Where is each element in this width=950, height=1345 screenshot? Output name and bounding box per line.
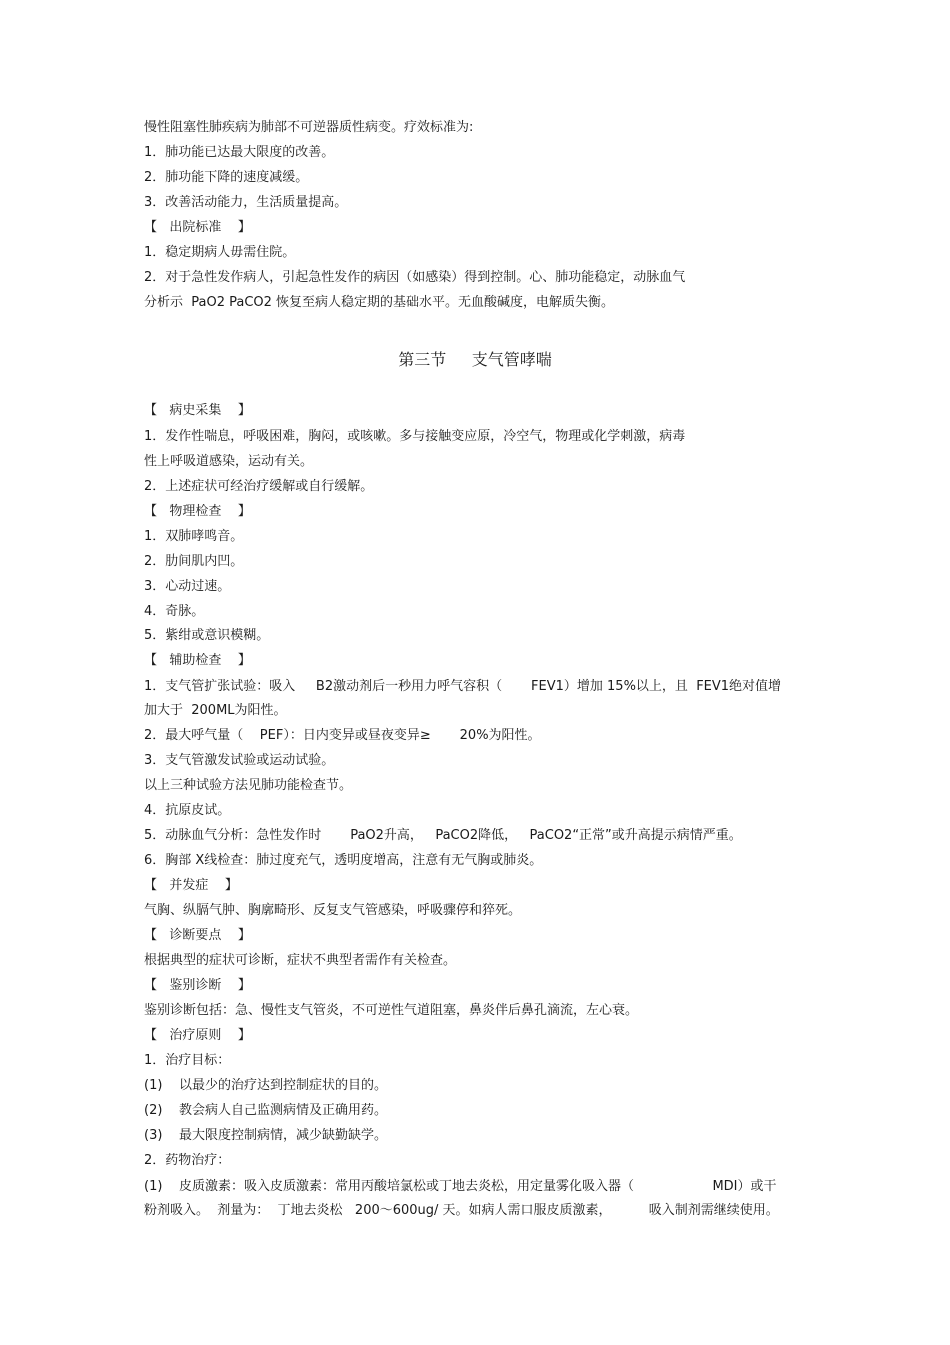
list-item: 1．治疗目标： — [144, 1053, 231, 1068]
note-line: 以上三种试验方法见肺功能检查节。 — [144, 778, 353, 793]
list-item: 1．发作性喘息，呼吸困难，胸闷，或咳嗽。多与接触变应原，冷空气，物理或化学刺激，病毒 — [144, 429, 686, 444]
list-item: 2．最大呼气量（ PEF）：日内变异或昼夜变异≥ 20%为阳性。 — [144, 728, 541, 743]
list-item: 5．紫绀或意识模糊。 — [144, 628, 270, 643]
sub-list-item: (2) 教会病人自己监测病情及正确用药。 — [144, 1103, 387, 1118]
list-item: 5．动脉血气分析：急性发作时 PaO2升高， PaCO2降低， PaCO2“正常”或升高提示病情严重。 — [144, 828, 742, 843]
section-heading-discharge: 【 出院标准 】 — [144, 220, 251, 235]
paragraph: 气胸、纵膈气肿、胸廓畸形、反复支气管感染，呼吸骤停和猝死。 — [144, 903, 522, 918]
section-title: 第三节 支气管哮喘 — [398, 350, 552, 369]
list-item: 2．对于急性发作病人，引起急性发作的病因（如感染）得到控制。心、肺功能稳定，动脉血气 — [144, 270, 686, 285]
paragraph-continuation: 性上呼吸道感染，运动有关。 — [144, 454, 314, 469]
paragraph: 根据典型的症状可诊断，症状不典型者需作有关检查。 — [144, 953, 457, 968]
list-item: 1．双肺哮鸣音。 — [144, 529, 244, 544]
paragraph-continuation: 粉剂吸入。 剂量为： 丁地去炎松 200～600ug/ 天。如病人需口服皮质激素， 吸入制剂需继续使用。 — [144, 1203, 779, 1218]
paragraph: 鉴别诊断包括：急、慢性支气管炎，不可逆性气道阻塞，鼻炎伴后鼻孔滴流，左心衰。 — [144, 1003, 639, 1018]
section-heading-complications: 【 并发症 】 — [144, 878, 238, 893]
list-item: 1．稳定期病人毋需住院。 — [144, 245, 296, 260]
list-item: 6．胸部 X线检查：肺过度充气，透明度增高，注意有无气胸或肺炎。 — [144, 853, 543, 868]
list-item: 3．心动过速。 — [144, 579, 231, 594]
list-item: 2．上述症状可经治疗缓解或自行缓解。 — [144, 479, 374, 494]
sub-list-item: (1) 以最少的治疗达到控制症状的目的。 — [144, 1078, 387, 1093]
list-item: 2．药物治疗： — [144, 1153, 231, 1168]
list-item: 1．支气管扩张试验：吸入 B2激动剂后一秒用力呼气容积（ FEV1）增加 15%以上，且 FEV1绝对值增 — [144, 679, 782, 694]
section-heading-auxiliary-exam: 【 辅助检查 】 — [144, 653, 251, 668]
section-heading-diagnosis: 【 诊断要点 】 — [144, 928, 251, 943]
sub-list-item: (1) 皮质激素：吸入皮质激素：常用丙酸培氯松或丁地去炎松，用定量雾化吸入器（ MDI）或干 — [144, 1179, 777, 1194]
list-item: 3．支气管激发试验或运动试验。 — [144, 753, 335, 768]
section-heading-differential: 【 鉴别诊断 】 — [144, 978, 251, 993]
paragraph-continuation: 加大于 200ML为阳性。 — [144, 703, 287, 718]
intro-paragraph: 慢性阻塞性肺疾病为肺部不可逆器质性病变。疗效标准为: — [144, 120, 474, 135]
list-item: 4．抗原皮试。 — [144, 803, 231, 818]
paragraph-continuation: 分析示 PaO2 PaCO2 恢复至病人稳定期的基础水平。无血酸碱度，电解质失衡。 — [144, 295, 615, 310]
section-heading-treatment: 【 治疗原则 】 — [144, 1028, 251, 1043]
list-item: 3．改善活动能力，生活质量提高。 — [144, 195, 348, 210]
list-item: 2．肺功能下降的速度减缓。 — [144, 170, 309, 185]
list-item: 4．奇脉。 — [144, 604, 205, 619]
section-heading-history: 【 病史采集 】 — [144, 403, 251, 418]
list-item: 1．肺功能已达最大限度的改善。 — [144, 145, 335, 160]
section-heading-physical-exam: 【 物理检查 】 — [144, 504, 251, 519]
sub-list-item: (3) 最大限度控制病情，减少缺勤缺学。 — [144, 1128, 387, 1143]
list-item: 2．肋间肌内凹。 — [144, 554, 244, 569]
